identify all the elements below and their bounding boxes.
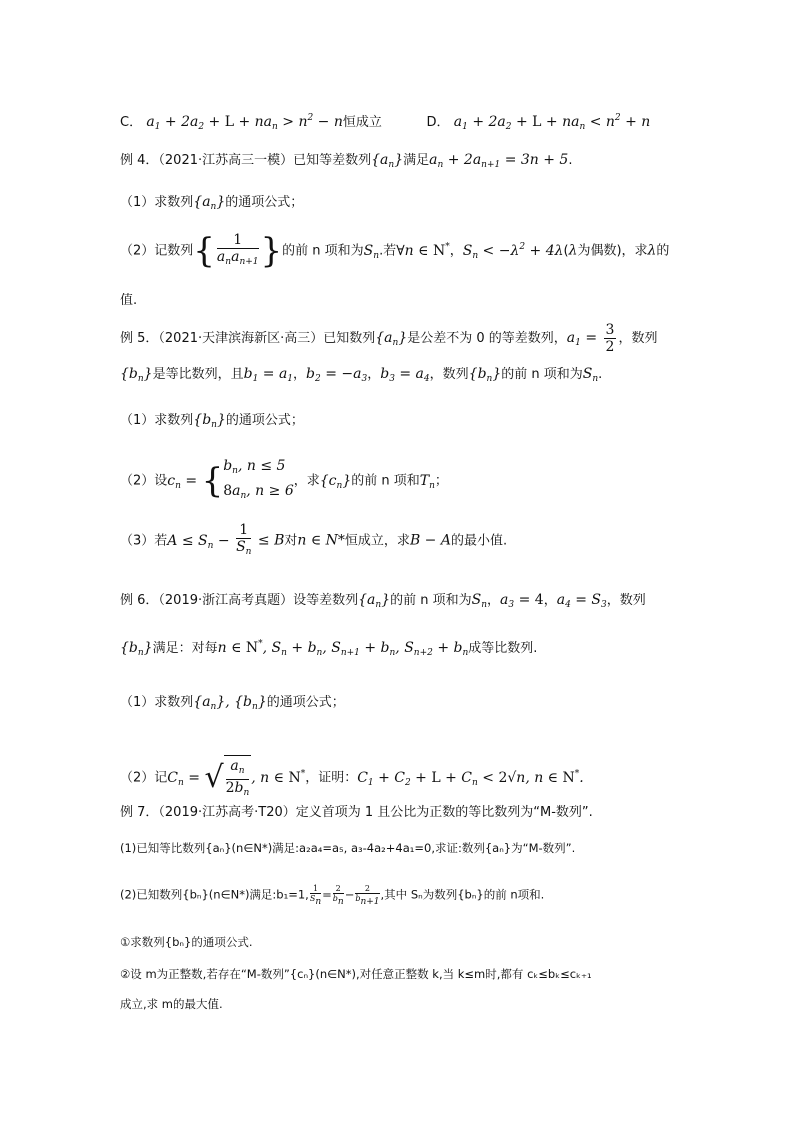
sub1-text: ①求数列{bₙ}的通项公式.: [120, 935, 253, 949]
seq-an: $\{a_n\}$: [371, 152, 404, 170]
q1-text: (1)已知等比数列{aₙ}(n∈N*)满足:a₂a₄=a₅, a₃-4a₂+4a₁=0,求证:数列{aₙ}为“M-数列”.: [120, 841, 576, 855]
inequality-to-prove: $C_1 + C_2 + L + C_n < 2√n$, n ∈ N*.: [357, 768, 584, 788]
example-7-s2: [120, 964, 592, 984]
fraction-1-over-sn: $\frac{1}{S_n}$: [236, 522, 252, 557]
q2-inequality: $S_n < -\lambda^2 + 4\lambda$: [462, 241, 564, 261]
fraction-1-over-anan1: $\frac{1}{a_na_{n+1}}$: [216, 232, 259, 267]
example-7-q2: (2)已知数列{bₙ}(n∈N*)满足:b₁=1, $\frac{1}{S_n}$ = $\frac{2}{b_n}$ − $\frac{2}{b_{n+1}}$ ,其中 Sₙ为数列{bₙ}的前 n项和.: [120, 884, 545, 907]
example-5-l2b: ，数列: [429, 367, 469, 382]
q1-label: （1）求数列: [120, 195, 194, 210]
example-6-line2: $\{b_n\}$满足：对每n ∈ N*, $S_n + b_n$, $S_{n+1} + b_n$, $S_{n+2} + b_n$成等比数列.: [120, 639, 538, 658]
q1-tail: 的通项公式；: [225, 195, 304, 210]
example-4-q2-end: [120, 290, 137, 311]
example-7-s3: [120, 994, 223, 1014]
example-4-mid: 满足: [403, 153, 430, 168]
fraction-1-over-sn-small: $\frac{1}{S_n}$: [309, 884, 322, 907]
example-5-l2c: 的前 n 项和为: [501, 367, 583, 382]
option-c-line: [120, 108, 650, 137]
example-5-l2a: 是等比数列，且: [152, 367, 244, 382]
example-6-q2: （2）记$C_n$ = √ $\frac{a_n}{2b_n}$ , n ∈ N*，证明：$C_1 + C_2 + L + C_n < 2√n$, n ∈ N*.: [120, 755, 584, 801]
example-6-l2b: 成等比数列.: [468, 641, 538, 656]
example-6-l2a: 满足：对每: [152, 641, 218, 656]
q2-text-a: (2)已知数列{bₙ}(n∈N*)满足:b₁=1,: [120, 887, 309, 902]
example-5-mid: 是公差不为 0 的等差数列，: [407, 331, 567, 346]
option-c-formula: $a_1 + 2a_2 + L + na_n > n^2 - n$: [146, 113, 343, 132]
example-5-q1: （1）求数列$\{b_n\}$的通项公式；: [120, 412, 304, 430]
example-5-intro: 例 5．（2021·天津滨海新区·高三）已知数列: [120, 331, 376, 346]
seq-an: $\{a_n\}$: [193, 194, 226, 212]
sub3-text: 成立,求 m的最大值.: [120, 997, 223, 1011]
example-7-intro: 例 7．（2019·江苏高考·T20）定义首项为 1 且公比为正数的等比数列为“M-数列”.: [120, 805, 593, 820]
option-d-label: D．: [426, 115, 450, 130]
example-5-heading: 例 5．（2021·天津滨海新区·高三）已知数列$\{a_n\}$是公差不为 0 的等差数列，$a_1$ = $\frac{3}{2}$ ，数列: [120, 322, 658, 355]
q2-label: （2）设: [120, 473, 168, 489]
fraction-2-over-bn1: $\frac{2}{b_{n+1}}$: [355, 884, 380, 907]
q3-mid: 对: [284, 533, 298, 549]
example-5-q2: （2）设$c_n$ = { $b_n$, n ≤ 5 $8a_n$, n ≥ 6 ，求$\{c_n\}$的前 n 项和$T_n$；: [120, 456, 448, 506]
fraction-2-over-bn: $\frac{2}{b_n}$: [332, 884, 344, 907]
example-6-q1: （1）求数列$\{a_n\}$, $\{b_n\}$的通项公式；: [120, 694, 345, 712]
example-6-mid: 的前 n 项和为: [390, 593, 472, 608]
q1-tail: 的通项公式；: [225, 413, 304, 428]
example-6-heading: 例 6．（2019·浙江高考真题）设等差数列$\{a_n\}$的前 n 项和为$S_n$，$a_3 = 4$，$a_4 = S_3$，数列: [120, 592, 646, 610]
option-c-tail: 恒成立: [342, 115, 382, 130]
q2-label: （2）记: [120, 770, 168, 786]
q3-mid2: 恒成立，求: [344, 533, 410, 549]
q2-label: （2）记数列: [120, 243, 194, 259]
fraction-3-2: $\frac{3}{2}$: [605, 322, 615, 355]
option-d-formula: $a_1 + 2a_2 + L + na_n < n^2 + n$: [453, 113, 651, 132]
example-4-q1: [120, 192, 303, 217]
example-5-line2: $\{b_n\}$是等比数列，且$b_1 = a_1$，$b_2 = -a_3$，$b_3 = a_4$，数列$\{b_n\}$的前 n 项和为$S_n$.: [120, 366, 603, 384]
q1-label: （1）求数列: [120, 695, 194, 710]
example-7-q1: [120, 838, 575, 858]
q2-mid: 的前 n 项和为: [282, 243, 364, 259]
option-c-label: C．: [120, 115, 143, 130]
example-4-heading: 例 4．（2021·江苏高三一模）已知等差数列$\{a_n\}$满足$a_n + 2a_{n+1} = 3n + 5$.: [120, 152, 573, 170]
example-5-q3: （3）若$A \le S_n$ − $\frac{1}{S_n}$ ≤ B对n ∈ N*恒成立，求B − A的最小值.: [120, 522, 507, 560]
q2-end: 值.: [120, 293, 138, 308]
example-4-intro: 例 4．（2021·江苏高三一模）已知等差数列: [120, 153, 372, 168]
piecewise-cases: $b_n$, n ≤ 5 $8a_n$, n ≥ 6: [223, 458, 294, 501]
sub2-text: ②设 m为正整数,若存在“M-数列”{cₙ}(n∈N*),对任意正整数 k,当 k≤m时,都有 cₖ≤bₖ≤cₖ₊₁: [120, 967, 592, 981]
example-5-tail: ，数列: [618, 331, 658, 346]
q2-text-b: ,其中 Sₙ为数列{bₙ}的前 n项和.: [380, 887, 545, 902]
sqrt-expression: √ $\frac{a_n}{2b_n}$: [204, 755, 251, 801]
q2-if: 若: [383, 243, 397, 259]
example-7-heading: [120, 802, 593, 823]
q2-mid: ，证明：: [305, 770, 358, 786]
q2-tail: 的前 n 项和: [351, 473, 420, 489]
example-4-relation: $a_n + 2a_{n+1} = 3n + 5$: [429, 152, 569, 170]
example-7-s1: [120, 932, 252, 952]
q1-tail: 的通项公式；: [266, 695, 345, 710]
example-4-q2: （2）记数列{ $\frac{1}{a_na_{n+1}}$ }的前 n 项和为$S_n$.若∀n ∈ N*，$S_n < -\lambda^2 + 4\lambda(\lambda$为偶数)，求λ的: [120, 231, 670, 271]
example-6-tail: ，数列: [606, 593, 646, 608]
q2-mid: ，求: [293, 473, 320, 489]
example-6-intro: 例 6．（2019·浙江高考真题）设等差数列: [120, 593, 359, 608]
q2-tail2: 的: [656, 243, 670, 259]
q3-tail: 的最小值.: [450, 533, 508, 549]
q3-label: （3）若: [120, 533, 168, 549]
q2-tail: 为偶数)，求: [577, 243, 648, 259]
q1-label: （1）求数列: [120, 413, 194, 428]
